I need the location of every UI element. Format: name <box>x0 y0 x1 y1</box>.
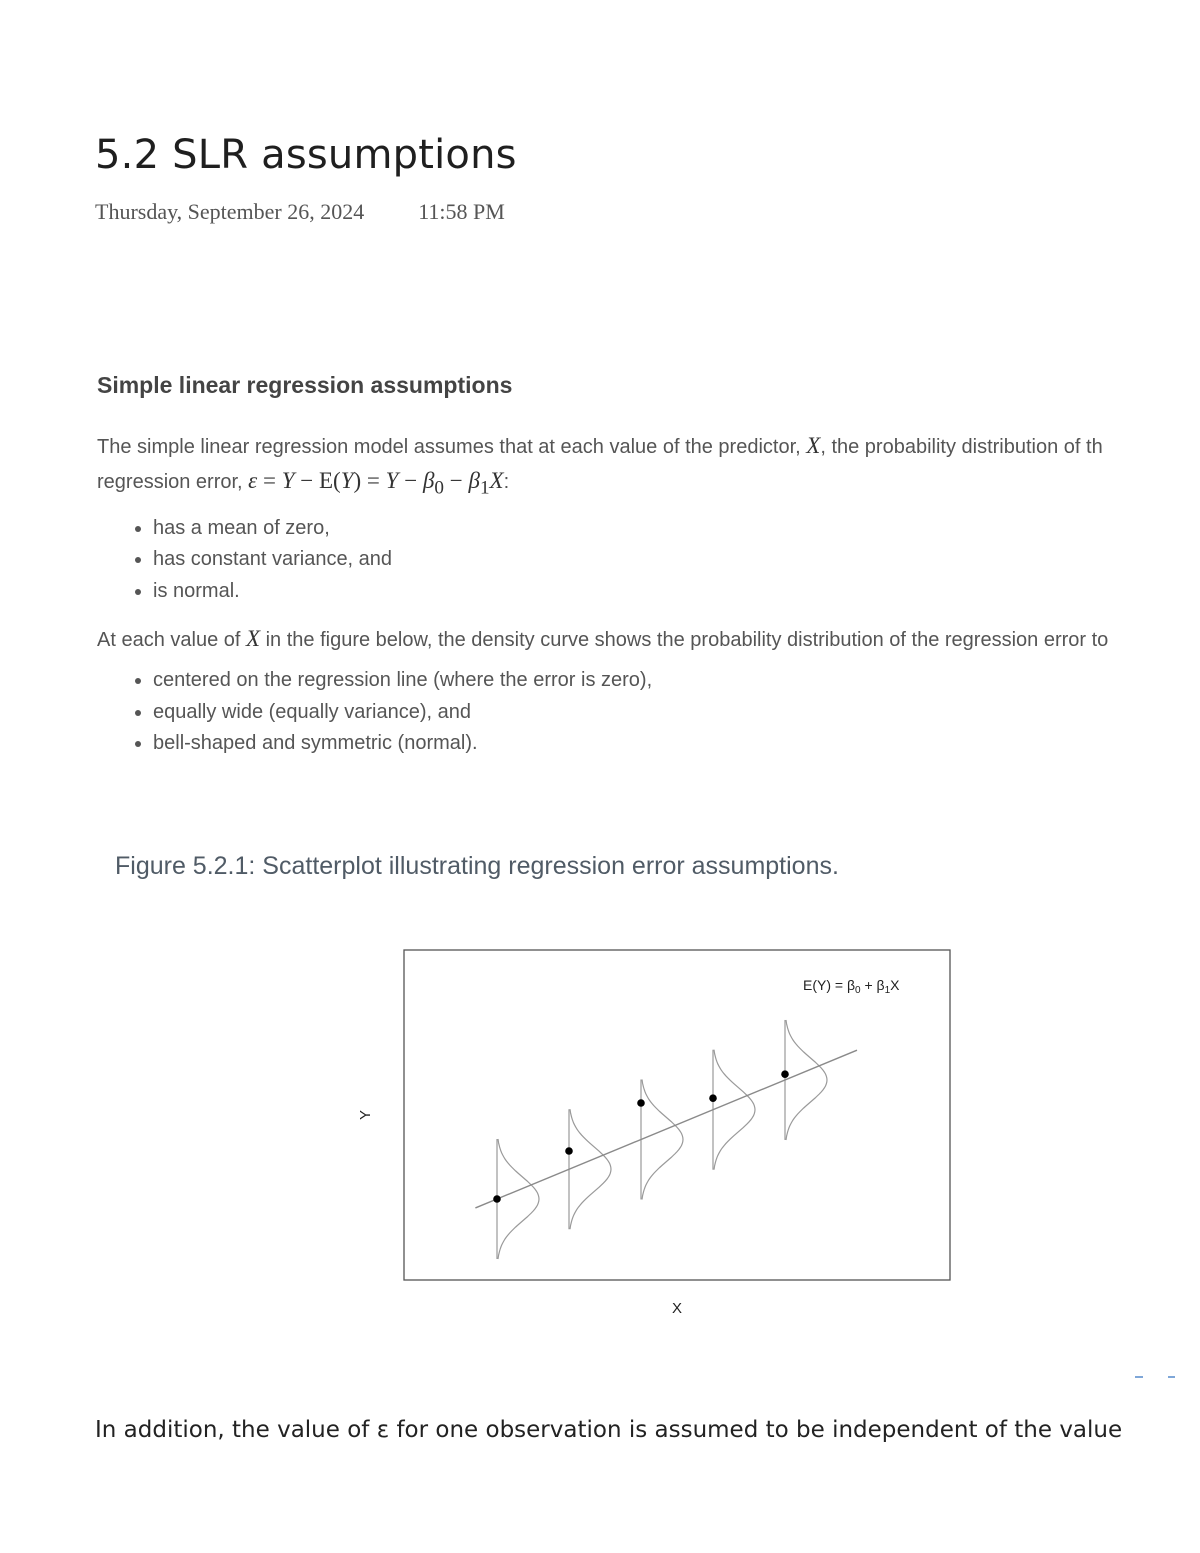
figure-point-list <box>97 665 1200 760</box>
underline-mark <box>1135 1374 1180 1380</box>
footer-text: In addition, the value of ε for one observation is assumed to be independent of the value <box>95 1417 1123 1443</box>
regression-line <box>475 1050 857 1208</box>
density-curve <box>714 1050 755 1170</box>
density-curves <box>497 1020 827 1259</box>
page-title: 5.2 SLR assumptions <box>95 132 517 178</box>
intro-text-4: : <box>503 471 510 493</box>
density-curve <box>498 1139 539 1259</box>
figure-intro-text-1: At each value of <box>97 629 246 652</box>
figure-intro-text-2: in the figure below, the density curve shows the probability distribution of the regression error to <box>260 629 1109 652</box>
list-item: • has a mean of zero, <box>153 513 1200 545</box>
regression-line-label: $E(Y) = \beta_0 + \beta_1X$ <box>803 977 900 996</box>
plot-frame <box>404 950 950 1280</box>
data-point <box>781 1070 789 1078</box>
intro-text-2: , the probability distribution of th <box>820 436 1103 458</box>
intro-variable: X <box>806 433 821 458</box>
figure-intro-paragraph <box>97 622 1200 657</box>
density-curve <box>642 1080 683 1200</box>
data-point <box>493 1195 501 1203</box>
intro-paragraph <box>97 429 1200 505</box>
list-item: • centered on the regression line (where the error is zero), <box>153 665 1200 697</box>
intro-text-3: regression error, <box>97 471 249 493</box>
figure-intro-variable: X <box>245 626 261 652</box>
note-content <box>97 372 1200 760</box>
density-curve <box>570 1109 611 1229</box>
list-item: • is normal. <box>153 576 1200 608</box>
intro-text-1: The simple linear regression model assumes that at each value of the predictor, <box>97 436 807 458</box>
data-point <box>565 1147 573 1155</box>
assumption-list <box>97 513 1200 608</box>
density-curve <box>786 1020 827 1140</box>
figure-caption: Figure 5.2.1: Scatterplot illustrating regression error assumptions. <box>115 852 839 880</box>
page-datetime <box>95 199 505 225</box>
regression-error-chart <box>357 940 980 1330</box>
error-formula: $\varepsilon = Y - E(Y) = Y - \beta_0 - \beta_1X$ <box>248 468 504 499</box>
list-item: • equally wide (equally variance), and <box>153 697 1200 729</box>
list-item: • bell-shaped and symmetric (normal). <box>153 728 1200 760</box>
data-point <box>637 1099 645 1107</box>
x-axis-label: X <box>671 1300 683 1317</box>
list-item: • has constant variance, and <box>153 544 1200 576</box>
section-heading: Simple linear regression assumptions <box>97 372 513 398</box>
y-axis-label: Y <box>357 1109 374 1121</box>
page-time: 11:58 PM <box>418 199 505 224</box>
page-date: Thursday, September 26, 2024 <box>95 199 365 224</box>
data-point <box>709 1094 717 1102</box>
